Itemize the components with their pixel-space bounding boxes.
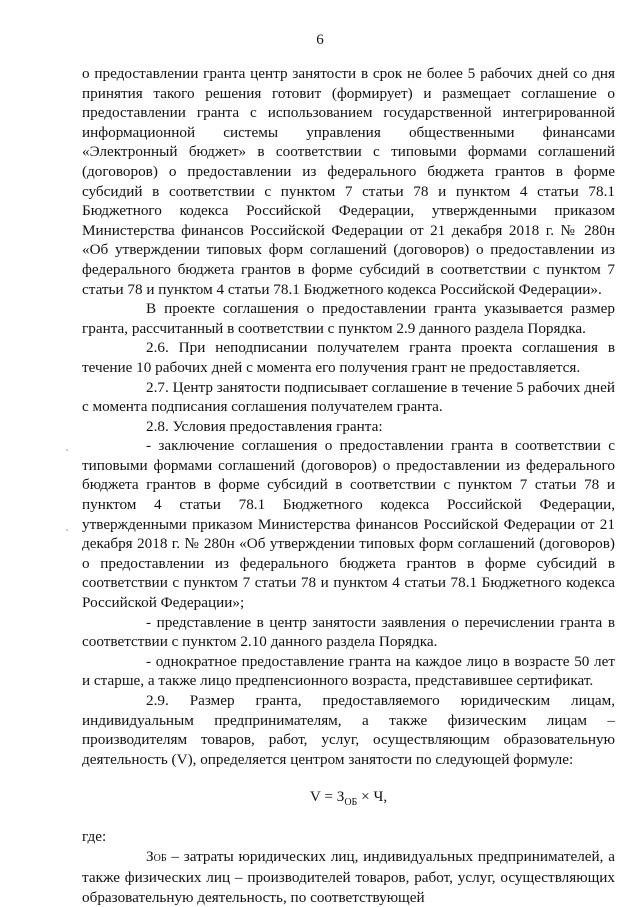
definition-costs — [82, 847, 615, 907]
paragraph-grant-amount: В проекте соглашения о предоставлении гранта указывается размер гранта, рассчитанный в соответствии с пунктом 2.9 данного раздела Порядка. — [82, 300, 615, 337]
document-body — [82, 64, 615, 907]
paragraph-2-8: 2.8. Условия предоставления гранта: — [146, 417, 383, 435]
condition-item-one-time: - однократное предоставление гранта на каждое лицо в возрасте 50 лет и старше, а также лицо предпенсионного возраста, представившее сертификат. — [82, 652, 615, 690]
where-label: где: — [82, 828, 107, 845]
scan-speck — [66, 529, 68, 531]
definition-text: – затраты юридических лиц, индивидуальных предпринимателей, а также физических лиц – производителей товаров, работ, услуг, осуществляющих образовательную деятельность, по соответствующей — [82, 847, 615, 906]
page-number: 6 — [316, 32, 324, 48]
formula-lhs: V = З — [309, 788, 345, 806]
definition-symbol: З — [146, 847, 154, 865]
formula-subscript: ОБ — [344, 797, 358, 809]
formula-rhs: × Ч, — [357, 788, 388, 806]
definition-subscript: ОБ — [153, 852, 167, 864]
paragraph-continuation: о предоставлении гранта центр занятости в срок не более 5 рабочих дней со дня принятия такого решения готовит (формирует) и размещает соглашение о предоставлении гранта с использованием государственной интегрированной информационной системы управления общественными финансами «Электронный бюджет» в соответствии с типовыми формами соглашений (договоров) о предоставлении из федерального бюджета грантов в форме субсидий в соответствии с пунктом 7 статьи 78 и пунктом 4 статьи 78.1 Бюджетного кодекса Российской Федерации, утвержденными приказом Министерства финансов Российской Федерации от 21 декабря 2018 г. № 280н «Об утверждении типовых форм соглашений (договоров) о предоставлении из федерального бюджета грантов в форме субсидий в соответствии с пунктом 7 статьи 78 и пунктом 4 статьи 78.1 Бюджетного кодекса Российской Федерации». — [82, 65, 615, 298]
paragraph-2-6: 2.6. При неподписании получателем гранта проекта соглашения в течение 10 рабочих дней с момента его получения грант не предоставляется. — [82, 339, 615, 376]
condition-item-application: - представление в центр занятости заявления о перечислении гранта в соответствии с пунктом 2.10 данного раздела Порядка. — [82, 613, 615, 651]
condition-item-agreement: - заключение соглашения о предоставлении гранта в соответствии с типовыми формами соглашений (договоров) о предоставлении из федерального бюджета грантов в форме субсидий в соответствии с пунктом 7 статьи 78 и пунктом 4 статьи 78.1 Бюджетного кодекса Российской Федерации, утвержденными приказом Министерства финансов Российской Федерации от 21 декабря 2018 г. № 280н «Об утверждении типовых форм соглашений (договоров) о предоставлении из федерального бюджета грантов в форме субсидий в соответствии с пунктом 7 статьи 78 и пунктом 4 статьи 78.1 Бюджетного кодекса Российской Федерации»; — [82, 437, 615, 612]
paragraph-2-9: 2.9. Размер гранта, предоставляемого юридическим лицам, индивидуальным предпринимателям, а также физическим лицам – производителям товаров, работ, услуг, осуществляющим образовательную деятельность (V), определяется центром занятости по следующей формуле: — [82, 692, 615, 768]
paragraph-2-7: 2.7. Центр занятости подписывает соглашение в течение 5 рабочих дней с момента подписания соглашения получателем гранта. — [82, 378, 615, 416]
scan-speck — [66, 449, 68, 451]
grant-formula — [82, 787, 615, 813]
